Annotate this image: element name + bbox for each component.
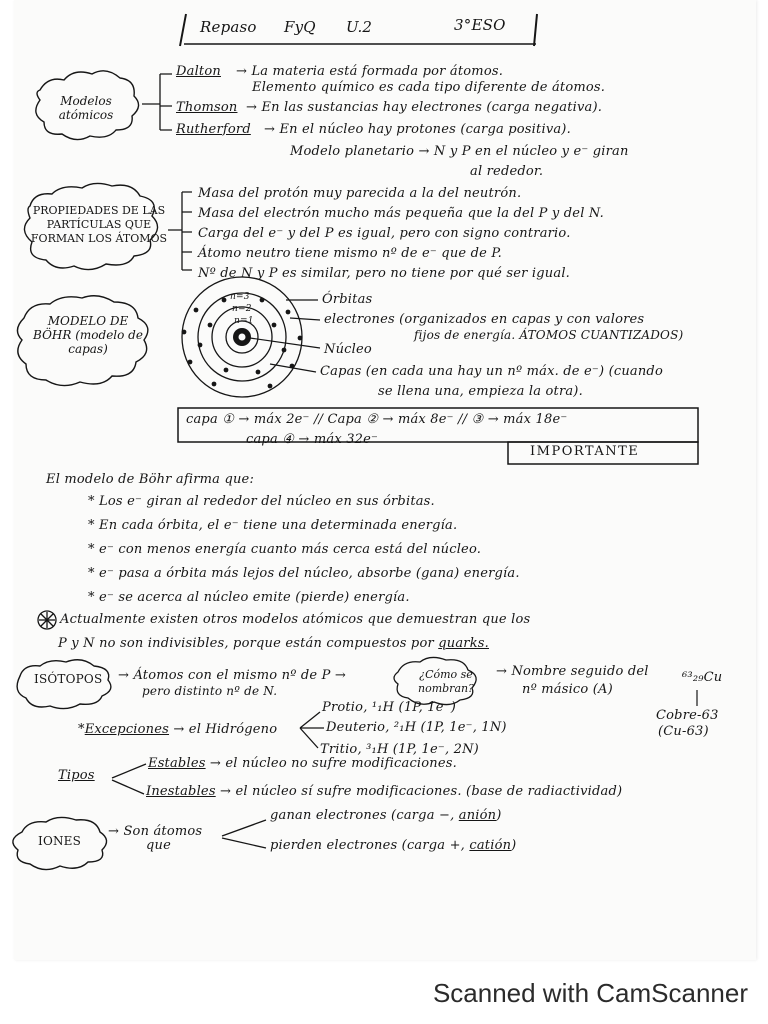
nucleo-label: Núcleo — [324, 342, 372, 357]
importante-label: IMPORTANTE — [530, 444, 640, 459]
capas-box-line-1: capa ① → máx 2e⁻ // Capa ② → máx 8e⁻ // ③ → máx 18e⁻ — [186, 412, 568, 427]
cobre-63: Cobre-63 — [656, 708, 719, 723]
iones-def-2: que — [146, 838, 171, 853]
orbitas-label: Órbitas — [322, 292, 373, 307]
dalton-text-1: → La materia está formada por átomos. — [236, 64, 504, 79]
thomson-text: → En las sustancias hay electrones (carga negativa). — [246, 100, 603, 115]
rutherford-name: Rutherford — [176, 122, 251, 137]
estables-text: Estables → el núcleo no sufre modificaciones. — [148, 756, 457, 771]
cu-63: (Cu-63) — [658, 724, 709, 739]
planetario-text: Modelo planetario → N y P en el núcleo y e⁻ giran — [290, 144, 629, 159]
dalton-name: Dalton — [176, 64, 221, 79]
ganan-text: ganan electrones (carga −, anión) — [270, 808, 502, 823]
tritio: Tritio, ³₁H (1P, 1e⁻, 2N) — [320, 742, 479, 757]
afirma-item: * e⁻ se acerca al núcleo emite (pierde) energía. — [88, 590, 410, 605]
afirma-item: * e⁻ con menos energía cuanto más cerca está del núcleo. — [88, 542, 482, 557]
propiedad-item: Masa del electrón mucho más pequeña que la del P y del N. — [198, 206, 604, 221]
modelos-label: Modelos atómicos — [58, 94, 114, 122]
electrones-label-2: fijos de energía. ÁTOMOS CUANTIZADOS) — [414, 328, 684, 342]
pierden-text: pierden electrones (carga +, catión) — [270, 838, 517, 853]
afirma-intro: El modelo de Böhr afirma que: — [46, 472, 255, 487]
nombre-text-2: nº másico (A) — [522, 682, 613, 697]
iones-def-1: → Son átomos — [108, 824, 203, 839]
isotopos-def-2: pero distinto nº de N. — [142, 684, 278, 698]
capas-label-2: se llena una, empieza la otra). — [378, 384, 583, 399]
tipos-label: Tipos — [58, 768, 95, 783]
header-title: Repaso — [200, 18, 257, 36]
bohr-atom-diagram — [182, 277, 320, 397]
header-course: 3°ESO — [454, 16, 506, 34]
propiedad-item: Átomo neutro tiene mismo nº de e⁻ que de P. — [198, 246, 503, 261]
isotopos-def-1: → Átomos con el mismo nº de P → — [118, 668, 346, 683]
actualmente-line-1: Actualmente existen otros modelos atómicos que demuestran que los — [60, 612, 531, 627]
propiedad-item: Masa del protón muy parecida a la del neutrón. — [198, 186, 522, 201]
como-se-nombran: ¿Cómo se nombran? — [418, 668, 474, 695]
inestables-text: Inestables → el núcleo sí sufre modificaciones. (base de radiactividad) — [146, 784, 623, 799]
excepciones-label: *Excepciones → el Hidrógeno — [78, 722, 278, 737]
orbit-label-n3: n=3 — [230, 292, 250, 302]
thomson-name: Thomson — [176, 100, 238, 115]
cu-symbol: ⁶³₂₉Cu — [682, 670, 723, 685]
afirma-item: * e⁻ pasa a órbita más lejos del núcleo, absorbe (gana) energía. — [88, 566, 520, 581]
iones-label: IONES — [38, 834, 82, 848]
planetario-text-3: al rededor. — [470, 164, 544, 179]
camscanner-watermark: Scanned with CamScanner — [432, 978, 748, 1008]
capas-box-line-2: capa ④ → máx 32e⁻ — [246, 432, 379, 447]
header-unit: U.2 — [346, 18, 373, 36]
afirma-item: * Los e⁻ giran al rededor del núcleo en sus órbitas. — [88, 494, 435, 509]
isotopos-label: ISÓTOPOS — [34, 672, 103, 686]
propiedad-item: Nº de N y P es similar, pero no tiene por qué ser igual. — [198, 266, 571, 281]
nombre-text-1: → Nombre seguido del — [496, 664, 649, 679]
actualmente-line-2: P y N no son indivisibles, porque están compuestos por quarks. — [58, 636, 489, 651]
orbit-label-n1: n=1 — [234, 316, 254, 326]
asterisk-icon — [38, 611, 56, 629]
bohr-label: MODELO DE BÖHR (modelo de capas) — [33, 314, 143, 356]
propiedades-label: PROPIEDADES DE LAS PARTÍCULAS QUE FORMAN LOS ÁTOMOS — [30, 204, 168, 245]
dalton-text-2: Elemento químico es cada tipo diferente de átomos. — [252, 80, 606, 95]
header-subject: FyQ — [284, 18, 316, 36]
afirma-item: * En cada órbita, el e⁻ tiene una determinada energía. — [88, 518, 458, 533]
capas-label: Capas (en cada una hay un nº máx. de e⁻) (cuando — [320, 364, 663, 379]
deuterio: Deuterio, ²₁H (1P, 1e⁻, 1N) — [326, 720, 507, 735]
rutherford-text: → En el núcleo hay protones (carga positiva). — [264, 122, 571, 137]
propiedad-item: Carga del e⁻ y del P es igual, pero con signo contrario. — [198, 226, 571, 241]
protio: Protio, ¹₁H (1P, 1e⁻) — [322, 700, 456, 715]
electrones-label: electrones (organizados en capas y con valores — [324, 312, 645, 327]
orbit-label-n2: n=2 — [232, 304, 252, 314]
